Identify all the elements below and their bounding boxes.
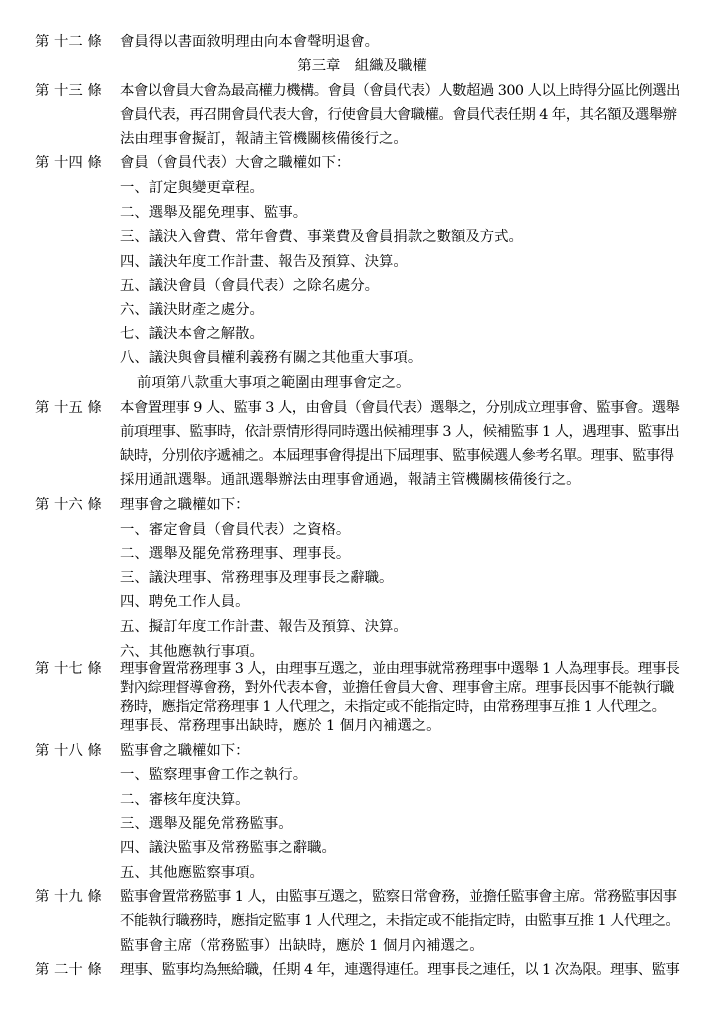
article-text-line: 監事會置常務監事 1 人，由監事互選之，監察日常會務，並擔任監事會主席。常務監事因事	[120, 889, 677, 905]
list-item: 三、議決理事、常務理事及理事長之辭職。	[120, 570, 394, 586]
list-item: 三、議決入會費、常年會費、事業費及會員捐款之數額及方式。	[120, 229, 523, 245]
article-text-line: 法由理事會擬訂，報請主管機關核備後行之。	[120, 131, 408, 147]
article-intro: 會員（會員代表）大會之職權如下：	[120, 155, 351, 171]
list-item: 一、監察理事會工作之執行。	[120, 767, 308, 783]
list-item: 三、選舉及罷免常務監事。	[120, 816, 293, 832]
article-text-line: 理事長、常務理事出缺時，應於 1 個月內補選之。	[120, 718, 441, 734]
list-item: 六、其他應執行事項。	[120, 644, 264, 660]
article-label: 第 十五 條	[35, 400, 102, 416]
article-text-line: 本會置理事 9 人、監事 3 人，由會員（會員代表）選舉之，分別成立理事會、監事會。選舉	[120, 400, 680, 416]
article-label: 第 十二 條	[35, 34, 102, 50]
article-text: 會員得以書面敘明理由向本會聲明退會。	[120, 34, 380, 50]
article-text-line: 會員代表，再召開會員代表大會，行使會員大會職權。會員代表任期 4 年，其名額及選舉辦	[120, 107, 677, 123]
article-label: 第 十四 條	[35, 155, 102, 171]
article-text-line: 採用通訊選舉。通訊選舉辦法由理事會通過，報請主管機關核備後行之。	[120, 472, 581, 488]
list-item: 二、審核年度決算。	[120, 792, 250, 808]
list-item: 一、訂定與變更章程。	[120, 180, 264, 196]
article-text-line: 不能執行職務時，應指定監事 1 人代理之，未指定或不能指定時，由監事互推 1 人代理之。	[120, 913, 680, 929]
chapter-heading: 第三章 組織及職權	[297, 58, 427, 74]
article-text-line: 對內綜理督導會務，對外代表本會，並擔任會員大會、理事會主席。理事長因事不能執行職	[120, 680, 674, 696]
article-label: 第 十七 條	[35, 661, 102, 677]
article-label: 第 二十 條	[35, 962, 102, 978]
article-12	[0, 30, 724, 54]
article-text-line: 前項理事、監事時，依計票情形得同時選出候補理事 3 人，候補監事 1 人，遇理事、監事出	[120, 424, 680, 440]
article-text-line: 理事會置常務理事 3 人，由理事互選之，並由理事就常務理事中選舉 1 人為理事長。理事長	[120, 661, 680, 677]
list-item: 四、議決年度工作計畫、報告及預算、決算。	[120, 254, 408, 270]
list-item: 二、選舉及罷免常務理事、理事長。	[120, 546, 351, 562]
article-label: 第 十六 條	[35, 497, 102, 513]
list-item: 七、議決本會之解散。	[120, 326, 264, 342]
article-label: 第 十九 條	[35, 889, 102, 905]
article-text-line: 本會以會員大會為最高權力機構。會員（會員代表）人數超過 300 人以上時得分區比例選出	[120, 83, 680, 99]
article-intro: 監事會之職權如下：	[120, 743, 250, 759]
list-item: 五、其他應監察事項。	[120, 865, 264, 881]
article-label: 第 十八 條	[35, 743, 102, 759]
list-item: 六、議決財產之處分。	[120, 302, 264, 318]
article-text-line: 理事、監事均為無給職，任期 4 年，連選得連任。理事長之連任，以 1 次為限。理事、監事	[120, 962, 680, 978]
list-item: 八、議決與會員權利義務有關之其他重大事項。	[120, 350, 423, 366]
list-item: 四、聘免工作人員。	[120, 594, 250, 610]
article-note: 前項第八款重大事項之範圍由理事會定之。	[137, 375, 411, 391]
article-intro: 理事會之職權如下：	[120, 497, 250, 513]
list-item: 二、選舉及罷免理事、監事。	[120, 205, 308, 221]
list-item: 一、審定會員（會員代表）之資格。	[120, 522, 351, 538]
article-label: 第 十三 條	[35, 83, 102, 99]
list-item: 四、議決監事及常務監事之辭職。	[120, 840, 336, 856]
article-text-line: 缺時，分別依序遞補之。本屆理事會得提出下屆理事、監事候選人參考名單。理事、監事得	[120, 448, 674, 464]
list-item: 五、擬訂年度工作計畫、報告及預算、決算。	[120, 619, 408, 635]
article-text-line: 監事會主席（常務監事）出缺時，應於 1 個月內補選之。	[120, 938, 484, 954]
list-item: 五、議決會員（會員代表）之除名處分。	[120, 278, 380, 294]
article-text-line: 務時，應指定常務理事 1 人代理之，未指定或不能指定時，由常務理事互推 1 人代理之。	[120, 699, 666, 715]
